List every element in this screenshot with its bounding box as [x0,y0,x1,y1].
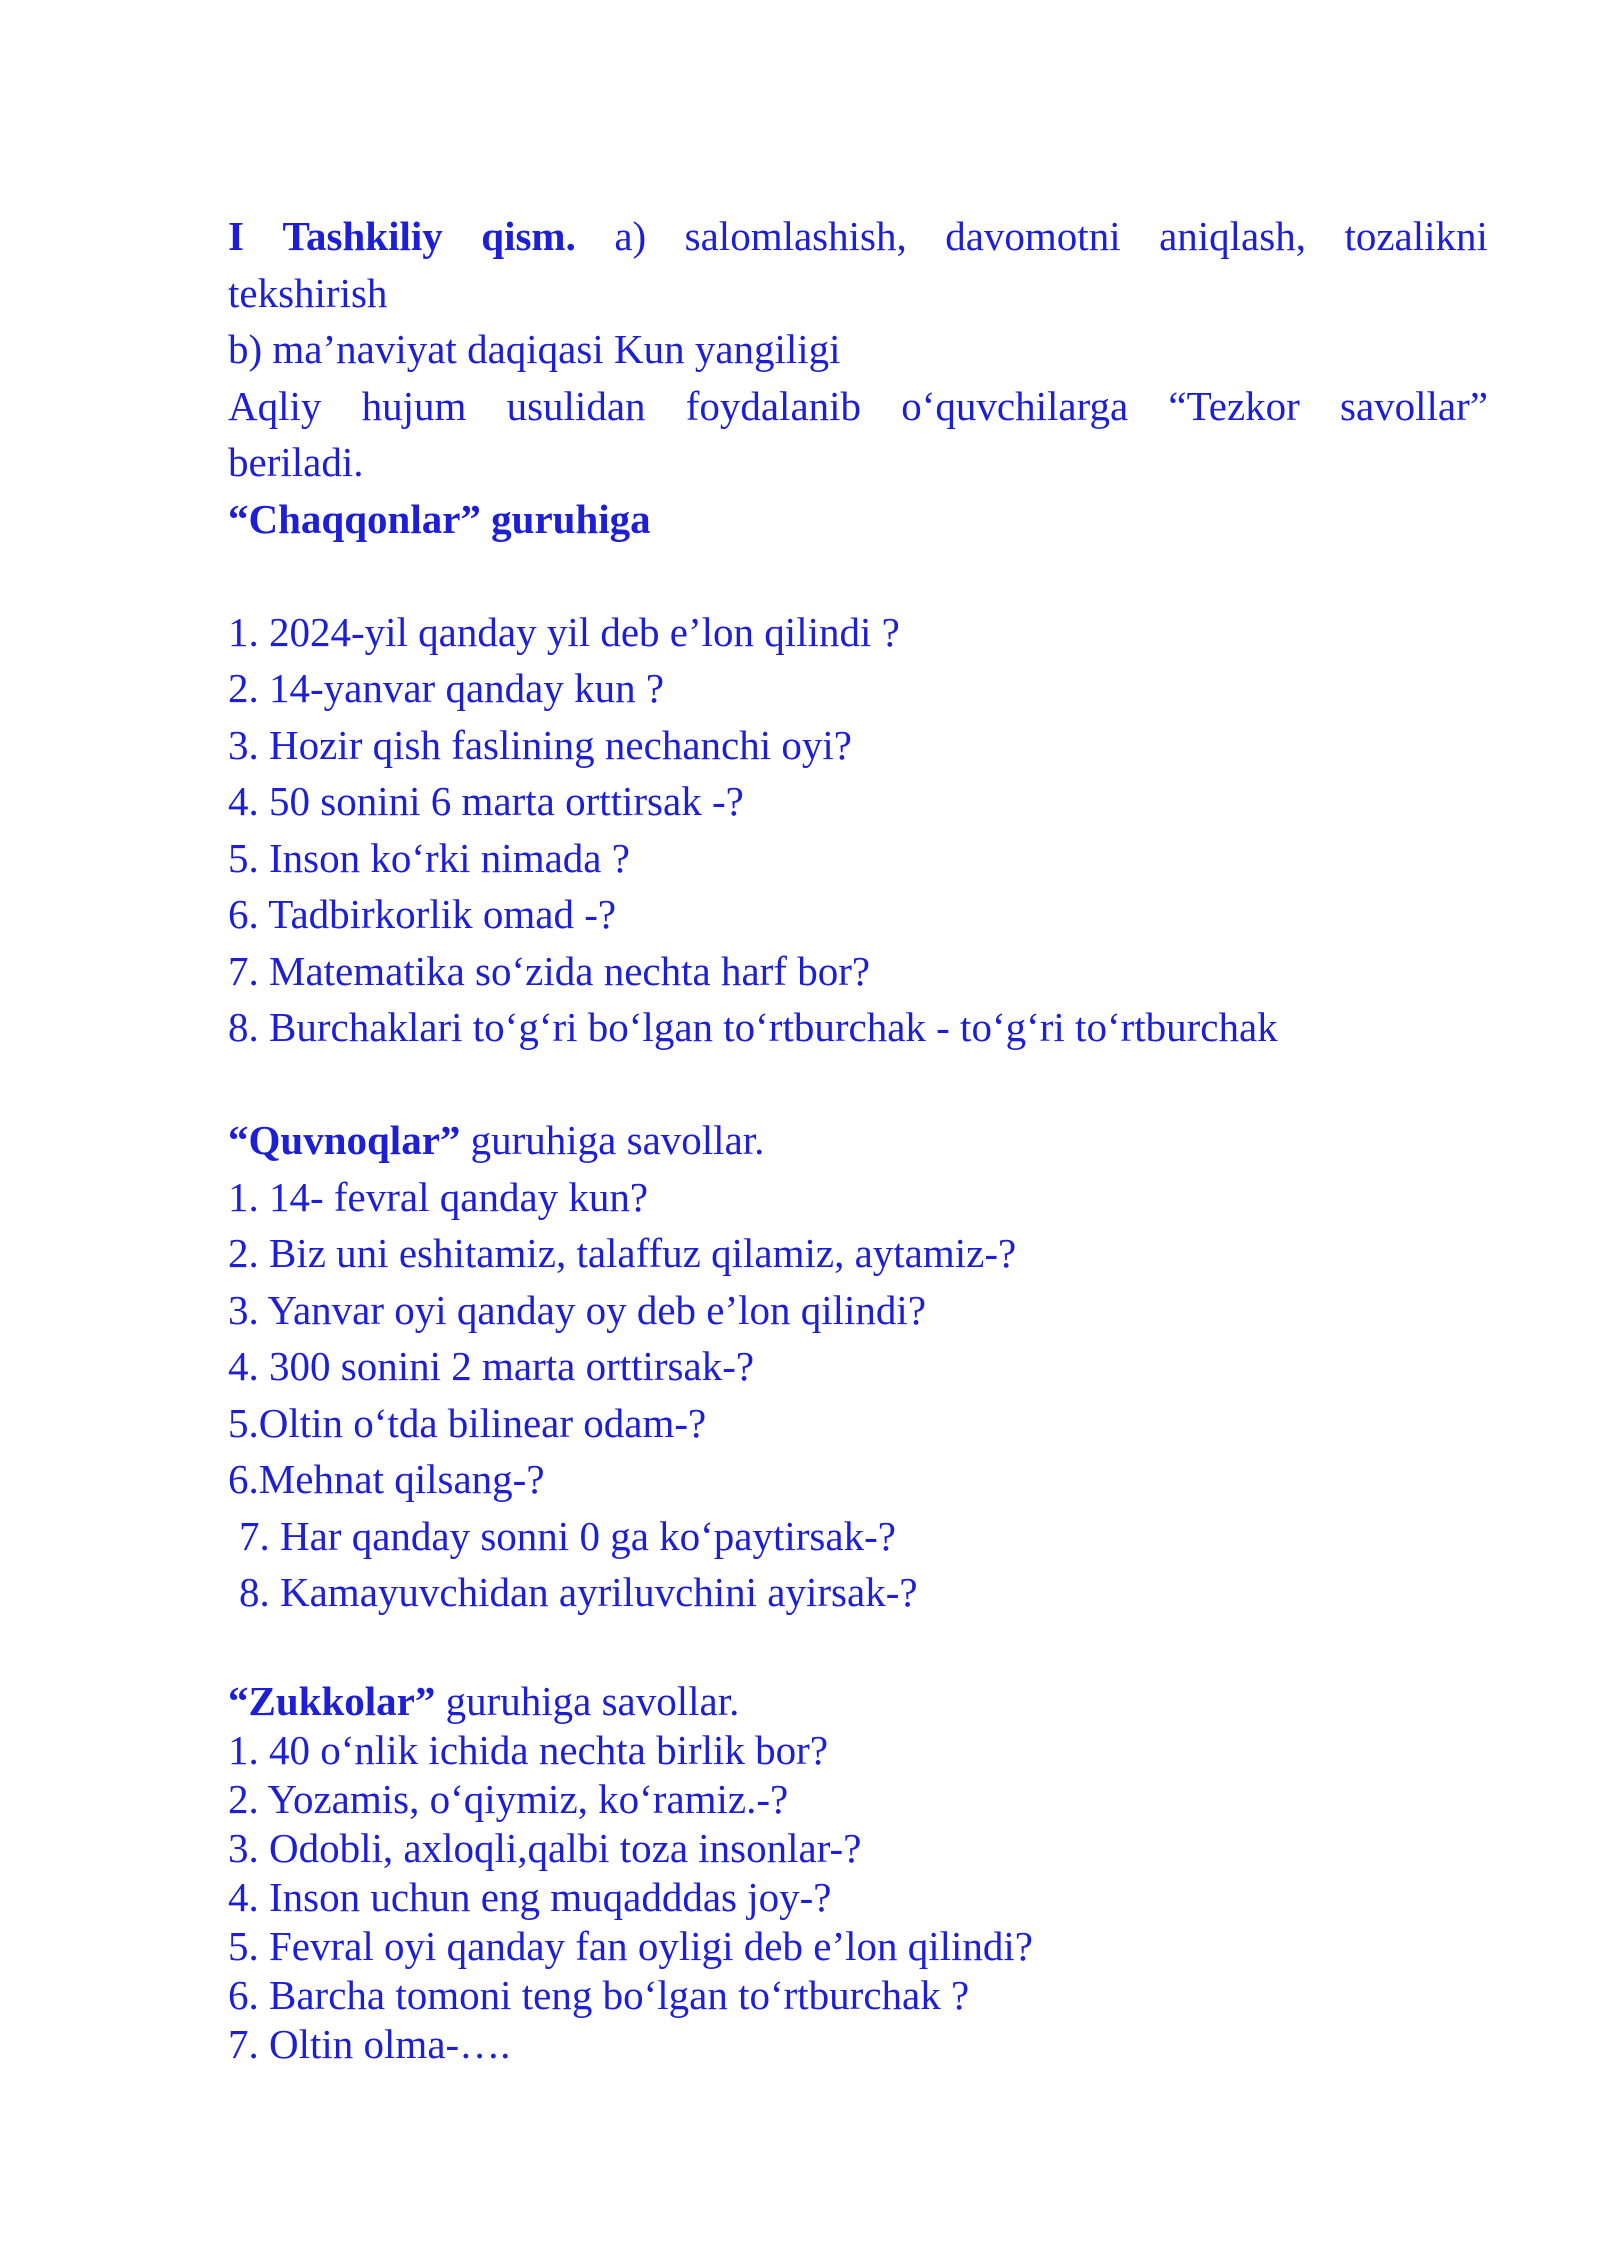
group3-question: 1. 40 o‘nlik ichida nechta birlik bor? [228,1727,829,1773]
intro-word: salomlashish, [684,213,907,259]
group2-question: 2. Biz uni eshitamiz, talaffuz qilamiz, aytamiz-? [228,1230,1017,1276]
group2-question: 3. Yanvar oyi qanday oy deb e’lon qilindi? [228,1286,927,1333]
intro-word: foydalanib [685,382,862,429]
group3-title-rest: guruhiga savollar. [435,1678,740,1724]
intro-word: aniqlash, [1159,213,1306,259]
group2-question: 6.Mehnat qilsang-? [228,1456,545,1502]
intro-line-5: beriladi. [228,439,364,485]
group2-question: 7. Har qanday sonni 0 ga ko‘paytirsak-? [239,1512,896,1559]
intro-word: hujum [361,382,467,429]
group1-question: 4. 50 sonini 6 marta orttirsak -? [228,778,744,824]
intro-word: Aqliy [228,382,322,429]
intro-line-4 [228,378,1488,435]
section-title-word: Tashkiliy [282,213,443,259]
group3-question: 6. Barcha tomoni teng bo‘lgan to‘rtburchak ? [228,1972,970,2018]
group3-question: 7. Oltin olma-…. [228,2021,511,2067]
intro-line-3: b) ma’naviyat daqiqasi Kun yangiligi [228,326,841,372]
group3-name: “Zukkolar” [228,1678,436,1724]
group2-name: “Quvnoqlar” [228,1117,461,1163]
intro-word: tozalikni [1344,213,1488,259]
group2-question: 5.Oltin o‘tda bilinear odam-? [228,1399,707,1446]
intro-word: usulidan [506,382,646,429]
group3-question: 2. Yozamis, o‘qiymiz, ko‘ramiz.-? [228,1776,789,1822]
group3-question: 5. Fevral oyi qanday fan oyligi deb e’lon qilindi? [228,1923,1034,1969]
group3-title [228,1677,1488,1726]
group1-question: 7. Matematika so‘zida nechta harf bor? [228,947,871,994]
group3-question: 3. Odobli, axloqli,qalbi toza insonlar-? [228,1825,862,1871]
intro-word: savollar” [1340,382,1488,429]
group1-question: 6. Tadbirkorlik omad -? [228,891,617,937]
group2-title-rest: guruhiga savollar. [460,1117,765,1163]
group1-title: “Chaqqonlar” guruhiga [228,495,651,542]
spacer [228,1056,1488,1113]
group1-question: 1. 2024-yil qanday yil deb e’lon qilindi ? [228,608,900,655]
intro-line-2: tekshirish [228,269,388,316]
intro-word: o‘quvchilarga [901,382,1129,429]
document-page [228,208,1488,2069]
group1-question: 8. Burchaklari to‘g‘ri bo‘lgan to‘rtburchak - to‘g‘ri to‘rtburchak [228,1004,1278,1050]
group2-title [228,1112,1488,1169]
intro-word: “Tezkor [1168,382,1300,429]
spacer [228,547,1488,604]
section-number: I [228,213,244,259]
group2-question: 8. Kamayuvchidan ayriluvchini ayirsak-? [239,1569,918,1615]
group2-question: 1. 14- fevral qanday kun? [228,1173,649,1220]
group1-question: 2. 14-yanvar qanday kun ? [228,665,665,711]
intro-line-1 [228,208,1488,265]
group3-question: 4. Inson uchun eng muqadddas joy-? [228,1874,832,1920]
group2-question: 4. 300 sonini 2 marta orttirsak-? [228,1343,755,1389]
group1-question: 5. Inson ko‘rki nimada ? [228,834,630,881]
intro-word: a) [614,213,647,259]
spacer [228,1621,1488,1678]
intro-word: davomotni [945,213,1121,259]
section-title-word: qism. [481,213,576,259]
group1-question: 3. Hozir qish faslining nechanchi oyi? [228,721,852,768]
